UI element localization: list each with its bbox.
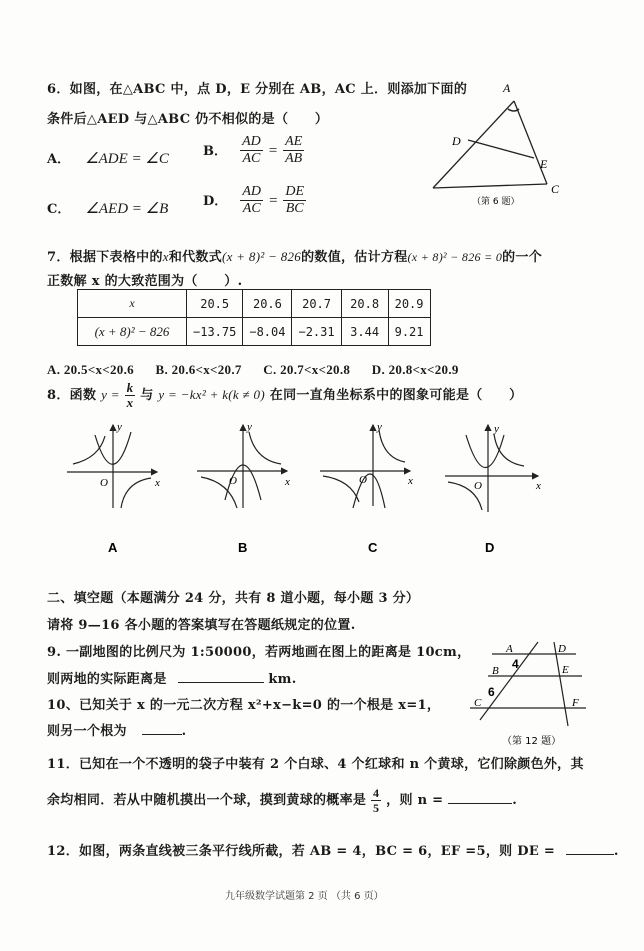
denominator: x (126, 395, 134, 410)
q6-stem-line1: 6．如图，在△ABC 中，点 D，E 分别在 AB，AC 上．则添加下面的 (47, 82, 468, 97)
equals-sign: = (268, 193, 279, 209)
option-text: 20.5<x<20.6 (63, 362, 134, 377)
option-label: D. (371, 362, 386, 377)
q8-prefix: 8．函数 (47, 388, 97, 403)
q9-line2 (47, 668, 297, 687)
point-f-label: F (572, 697, 579, 709)
option-expr: ∠ADE = ∠C (85, 151, 169, 167)
hyperbola-branch (249, 432, 281, 464)
hyperbola-branch (379, 430, 405, 462)
q8-graphs (55, 420, 555, 560)
option-text: 20.7<x<20.8 (280, 362, 351, 377)
x-axis-label: x (536, 480, 541, 492)
point-a-label: A (506, 643, 513, 655)
option-label: A． (47, 152, 71, 167)
answer-blank[interactable] (142, 734, 182, 735)
side-ab (433, 101, 514, 188)
table-cell: 20.9 (388, 290, 430, 318)
hyperbola-branch (494, 434, 524, 466)
option-label: C. (263, 362, 277, 377)
q6-option-c (47, 198, 168, 218)
table-cell: x (78, 290, 187, 318)
q12-text: 12．如图，两条直线被三条平行线所截，若 AB = 4，BC = 6，EF =5，则 DE = (47, 844, 556, 859)
option-label: B． (203, 144, 227, 159)
option-label: C． (47, 202, 71, 217)
angle-mark (508, 109, 519, 111)
graph-b (197, 421, 290, 555)
q10-text: 则另一个根为 (47, 724, 127, 739)
table-row-value (78, 318, 431, 346)
graph-label: D (485, 540, 495, 555)
table-cell: 20.8 (341, 290, 388, 318)
answer-blank[interactable] (178, 682, 264, 683)
graph-label: A (108, 540, 118, 555)
option-text: 20.8<x<20.9 (388, 362, 459, 377)
q6-triangle-figure (420, 78, 580, 208)
point-d-label: D (558, 643, 566, 655)
variable-x: x (162, 249, 169, 264)
origin-label: O (100, 477, 108, 489)
equals-sign: = (267, 143, 278, 159)
vertex-e-label: E (540, 157, 548, 171)
graph-label: C (368, 540, 378, 555)
fraction (240, 134, 263, 167)
q7-options (47, 362, 459, 378)
denominator: BC (285, 201, 304, 216)
origin-label: O (229, 475, 237, 487)
option-text: 20.6<x<20.7 (171, 362, 242, 377)
graph-a (67, 421, 160, 555)
q7-stem-line1 (47, 246, 542, 265)
y-axis-label: y (117, 421, 122, 433)
side-bc (433, 184, 547, 188)
graph-d (445, 423, 541, 555)
point-e-label: E (562, 664, 569, 676)
denominator: AB (285, 151, 303, 166)
q7-text-a: 7．根据下表格中的 (47, 250, 163, 265)
q7-value-table (77, 289, 431, 346)
q7-text-c: 的数值，估计方程 (301, 250, 408, 265)
fraction (283, 134, 304, 167)
fraction (371, 786, 381, 815)
q12-parallel-lines-figure (458, 640, 608, 750)
origin-label: O (359, 474, 367, 486)
figure-caption: （第 6 题） (472, 197, 520, 207)
y-axis-label: y (247, 421, 252, 433)
option-label: B. (155, 362, 169, 377)
table-cell: −2.31 (292, 318, 341, 346)
segment-de (468, 140, 534, 158)
q11-text-b: ，则 n = (386, 793, 444, 808)
answer-blank[interactable] (566, 854, 614, 855)
q6-stem-line2: 条件后△AED 与△ABC 仍不相似的是（ ） (47, 112, 329, 127)
graph-label: B (238, 540, 248, 555)
q12-stem: 12．如图，两条直线被三条平行线所截，若 AB = 4，BC = 6，EF =5，则 DE = . (47, 844, 619, 859)
page-footer: 九年级数学试题第 2 页 （共 6 页） (225, 891, 384, 902)
point-c-label: C (474, 697, 482, 709)
q6-option-d (203, 184, 306, 217)
q7-text-b: 和代数式 (168, 250, 223, 265)
vertex-c-label: C (551, 182, 560, 196)
q9-text: 则两地的实际距离是 (47, 672, 167, 687)
equation: (x + 8)² − 826 = 0 (407, 250, 503, 264)
y-axis-label: y (377, 421, 382, 433)
q10-line1: 10、已知关于 x 的一元二次方程 x²+x−k=0 的一个根是 x=1， (47, 698, 441, 713)
side-ac (514, 101, 547, 184)
table-cell: 3.44 (341, 318, 388, 346)
vertex-d-label: D (452, 134, 461, 148)
fraction (283, 184, 306, 217)
denominator: AC (242, 151, 261, 166)
q7-text-d: 的一个 (502, 250, 543, 265)
graph-c (320, 421, 413, 555)
option-expr: ∠AED = ∠B (85, 201, 169, 217)
segment-bc-length: 6 (488, 685, 495, 699)
q8-stem (47, 381, 522, 410)
table-cell: 20.5 (187, 290, 243, 318)
q9-line1: 9. 一副地图的比例尺为 1:50000，若两地画在图上的距离是 10cm， (47, 645, 471, 660)
parabola-curve (353, 474, 385, 508)
fraction (125, 381, 136, 410)
vertex-a-label: A (503, 81, 511, 95)
x-axis-label: x (155, 477, 160, 489)
numerator: k (126, 380, 134, 395)
origin-label: O (474, 480, 482, 492)
option-label: A. (47, 362, 61, 377)
table-cell: −8.04 (243, 318, 292, 346)
function1-lhs: y = (101, 387, 120, 402)
hyperbola-branch (121, 478, 151, 508)
expression: (x + 8)² − 826 (222, 249, 302, 264)
hyperbola-branch (323, 476, 359, 502)
denominator: AC (242, 201, 261, 216)
numerator: AD (242, 184, 262, 199)
parabola-curve (466, 435, 504, 468)
numerator: AE (285, 134, 303, 149)
q7-option-b (156, 362, 242, 377)
table-cell: 9.21 (388, 318, 430, 346)
section2-title: 二、填空题（本题满分 24 分，共有 8 道小题，每小题 3 分） (47, 591, 420, 606)
q7-option-a (47, 362, 134, 377)
q8-suffix: 在同一直角坐标系中的图象可能是（ ） (269, 388, 523, 403)
point-b-label: B (492, 665, 499, 677)
option-label: D． (203, 194, 228, 209)
segment-ab-length: 4 (512, 657, 519, 671)
x-axis-label: x (408, 475, 413, 487)
table-cell: (x + 8)² − 826 (78, 318, 187, 346)
table-cell: 20.7 (292, 290, 341, 318)
x-axis-label: x (285, 476, 290, 488)
denominator: 5 (373, 801, 380, 815)
q11-line1: 11．已知在一个不透明的袋子中装有 2 个白球、4 个红球和 n 个黄球，它们除颜色外，其 (47, 757, 584, 772)
numerator: 4 (373, 786, 380, 800)
numerator: AD (242, 134, 261, 149)
q8-mid: 与 (140, 388, 154, 403)
q11-line2: 余均相同．若从中随机摸出一个球，摸到黄球的概率是 $\frac{4}{5}$ ，则 n = . (47, 786, 518, 815)
numerator: DE (285, 184, 305, 199)
answer-blank[interactable] (448, 803, 512, 804)
q6-option-a (47, 148, 169, 168)
function2: y = −kx² + k(k ≠ 0) (158, 387, 265, 402)
table-row-x (78, 290, 431, 318)
q7-stem-line2: 正数解 x 的大致范围为（ ）. (47, 274, 243, 289)
q11-text-a: 余均相同．若从中随机摸出一个球，摸到黄球的概率是 (47, 793, 367, 808)
table-cell: 20.6 (243, 290, 292, 318)
q10-line2: 则另一个根为 . (47, 724, 187, 739)
table-cell: −13.75 (187, 318, 243, 346)
q7-option-d (372, 362, 459, 377)
q7-option-c (263, 362, 350, 377)
q6-option-b (203, 134, 304, 167)
figure-caption: （第 12 题） (502, 736, 562, 747)
unit: km. (268, 672, 297, 687)
fraction (240, 184, 263, 217)
y-axis-label: y (494, 423, 499, 435)
section2-instruction: 请将 9—16 各小题的答案填写在答题纸规定的位置. (47, 618, 356, 633)
